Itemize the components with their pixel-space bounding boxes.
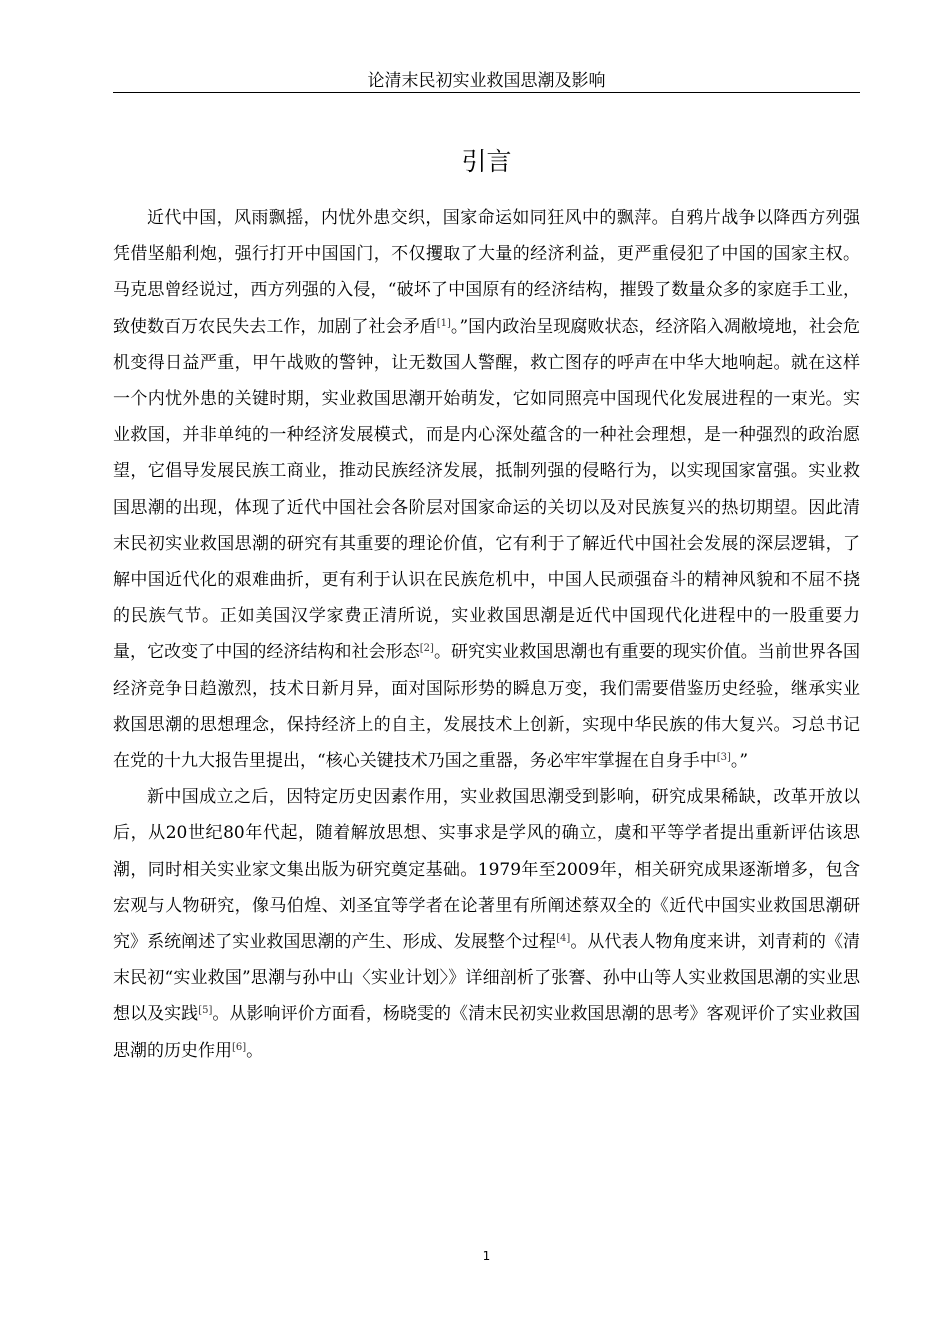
citation-marker: [1]	[436, 317, 451, 329]
text-segment: 。从代表人物角度来讲，刘青莉的《清末民初“实业救国”思潮与孙中山〈实业计划〉》详细剖析了张謇、孙中山等人实业救国思潮的实业思想以及实践	[113, 932, 861, 1025]
text-segment: 。研究实业救国思潮也有重要的现实价值。当前世界各国经济竞争日趋激烈，技术日新月异，面对国际形势的瞬息万变，我们需要借鉴历史经验，继承实业救国思潮的思想理念，保持经济上的自主，发展技术上创新，实现中华民族的伟大复兴。习总书记在党的十九大报告里提出，“核心关键技术乃国之重器，务必牢牢掌握在自身手中	[113, 642, 860, 772]
text-segment: 新中国成立之后，因特定历史因素作用，实业救国思潮受到影响，研究成果稀缺，改革开放以后，从20世纪80年代起，随着解放思想、实事求是学风的确立，虞和平等学者提出重新评估该思潮，同时相关实业家文集出版为研究奠定基础。1979年至2009年，相关研究成果逐渐增多，包含宏观与人物研究，像马伯煌、刘圣宜等学者在论著里有所阐述蔡双全的《近代中国实业救国思潮研究》系统阐述了实业救国思潮的产生、形成、发展整个过程	[113, 787, 860, 953]
header-rule	[113, 92, 860, 93]
citation-marker: [4]	[556, 933, 571, 945]
text-segment: 。从影响评价方面看，杨晓雯的《清末民初实业救国思潮的思考》客观评价了实业救国思潮的历史作用	[113, 1004, 861, 1061]
section-title: 引言	[461, 147, 512, 176]
body-text	[113, 200, 860, 1069]
text-segment: 。	[246, 1040, 264, 1061]
running-header: 论清末民初实业救国思潮及影响	[367, 71, 606, 91]
page-number: 1	[482, 1249, 491, 1263]
text-segment: 。”	[730, 751, 749, 772]
citation-marker: [5]	[198, 1005, 213, 1017]
text-segment: 近代中国，风雨飘摇，内忧外患交织，国家命运如同狂风中的飘萍。自鸦片战争以降西方列强凭借坚船利炮，强行打开中国国门，不仅攫取了大量的经济利益，更严重侵犯了中国的国家主权。马克思曾经说过，西方列强的入侵，“破坏了中国原有的经济结构，摧毁了数量众多的家庭手工业，致使数百万农民失去工作，加剧了社会矛盾	[113, 208, 860, 337]
citation-marker: [2]	[419, 643, 434, 655]
citation-marker: [3]	[716, 752, 731, 764]
text-segment: 。”国内政治呈现腐败状态，经济陷入凋敝境地，社会危机变得日益严重，甲午战败的警钟，让无数国人警醒，救亡图存的呼声在中华大地响起。就在这样一个内忧外患的关键时期，实业救国思潮开始萌发，它如同照亮中国现代化发展进程的一束光。实业救国，并非单纯的一种经济发展模式，而是内心深处蕴含的一种社会理想，是一种强烈的政治愿望，它倡导发展民族工商业，推动民族经济发展，抵制列强的侵略行为，以实现国家富强。实业救国思潮的出现，体现了近代中国社会各阶层对国家命运的关切以及对民族复兴的热切期望。因此清末民初实业救国思潮的研究有其重要的理论价值，它有利于了解近代中国社会发展的深层逻辑，了解中国近代化的艰难曲折，更有利于认识在民族危机中，中国人民顽强奋斗的精神风貌和不屈不挠的民族气节。正如美国汉学家费正清所说，实业救国思潮是近代中国现代化进程中的一股重要力量，它改变了中国的经济结构和社会形态	[113, 316, 860, 663]
paragraph-2	[113, 779, 860, 1069]
citation-marker: [6]	[232, 1041, 247, 1053]
paragraph-1	[113, 200, 860, 779]
